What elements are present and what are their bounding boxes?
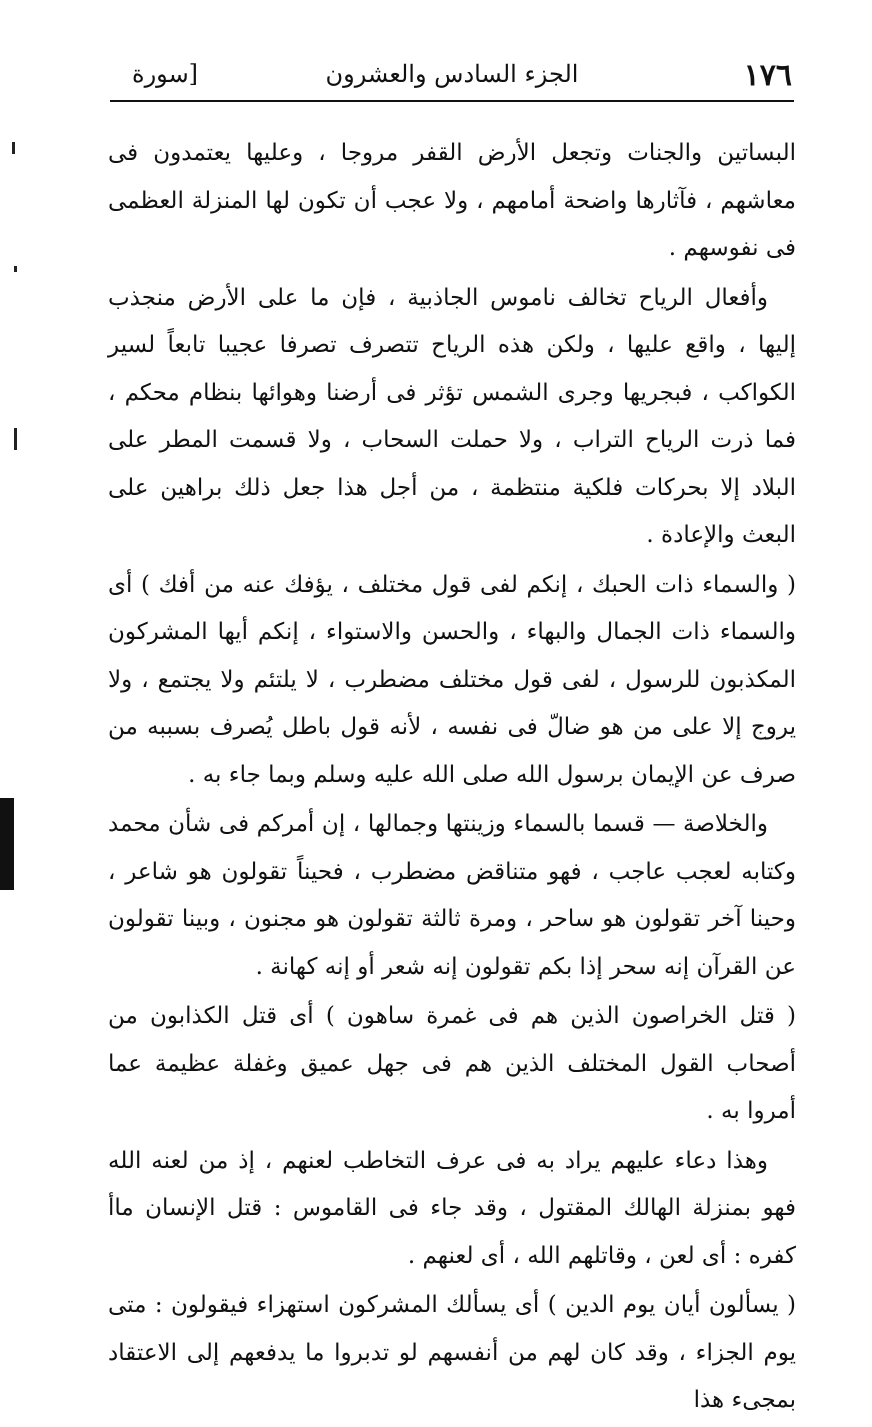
paragraph: ( قتل الخراصون الذين هم فى غمرة ساهون ) أى قتل الكذابون من أصحاب القول المختلف الذين هم فى جهل عميق وغفلة عظيمة عما أمروا به . [108,1003,796,1124]
header-divider [110,100,794,102]
paragraph: وهذا دعاء عليهم يراد به فى عرف التخاطب لعنهم ، إذ من لعنه الله فهو بمنزلة الهالك المقتول ، وقد جاء فى القاموس : قتل الإنسان ماأ كفره : أى لعن ، وقاتلهم الله ، أى لعنهم . [108,1147,796,1269]
body-text [108,130,796,1427]
paragraph: ( والسماء ذات الحبك ، إنكم لفى قول مختلف ، يؤفك عنه من أفك ) أى والسماء ذات الجمال والبهاء ، والحسن والاستواء ، إنكم أيها المشركون المكذبون للرسول ، لفى قول مختلف مضطرب ، لا يلتئم ولا يجتمع ، ولا يروج إلا على من هو ضالّ فى نفسه ، لأنه قول باطل يُصرف بسببه من صرف عن الإيمان برسول الله صلى الله عليه وسلم وبما جاء به . [108,571,796,788]
scan-mark [12,142,15,154]
paragraph: ( يسألون أيان يوم الدين ) أى يسألك المشركون استهزاء فيقولون : متى يوم الجزاء ، وقد كان لهم من أنفسهم لو تدبروا ما يدفعهم إلى الاعتقاد بمجىء هذا [108,1292,796,1413]
paragraph: وأفعال الرياح تخالف ناموس الجاذبية ، فإن ما على الأرض منجذب إليها ، واقع عليها ، ولكن هذه الرياح تتصرف تصرفا عجيبا تابعاً لسير الكواكب ، فبجريها وجرى الشمس تؤثر فى أرضنا وهوائها بنظام محكم ، فما ذرت الرياح التراب ، ولا حملت السحاب ، ولا قسمت المطر على البلاد إلا بحركات فلكية منتظمة ، من أجل هذا جعل ذلك براهين على البعث والإعادة . [108,284,796,548]
surah-label: [سورة [132,60,199,88]
scan-mark [14,428,17,450]
paragraph: البساتين والجنات وتجعل الأرض القفر مروجا ، وعليها يعتمدون فى معاشهم ، فآثارها واضحة أمامهم ، ولا عجب أن تكون لها المنزلة العظمى فى نفوسهم . [108,140,796,261]
page-header [112,54,792,100]
page-number: ١٧٦ [743,58,792,93]
scan-edge-shadow [0,798,14,890]
scan-mark [14,266,17,272]
paragraph: والخلاصة — قسما بالسماء وزينتها وجمالها ، إن أمركم فى شأن محمد وكتابه لعجب عاجب ، فهو متناقض مضطرب ، فحيناً تقولون هو شاعر ، وحينا آخر تقولون هو ساحر ، ومرة ثالثة تقولون هو مجنون ، وبينا تقولون عن القرآن إنه سحر إذا بكم تقولون إنه شعر أو إنه كهانة . [108,811,796,980]
running-title: الجزء السادس والعشرون [325,60,579,88]
